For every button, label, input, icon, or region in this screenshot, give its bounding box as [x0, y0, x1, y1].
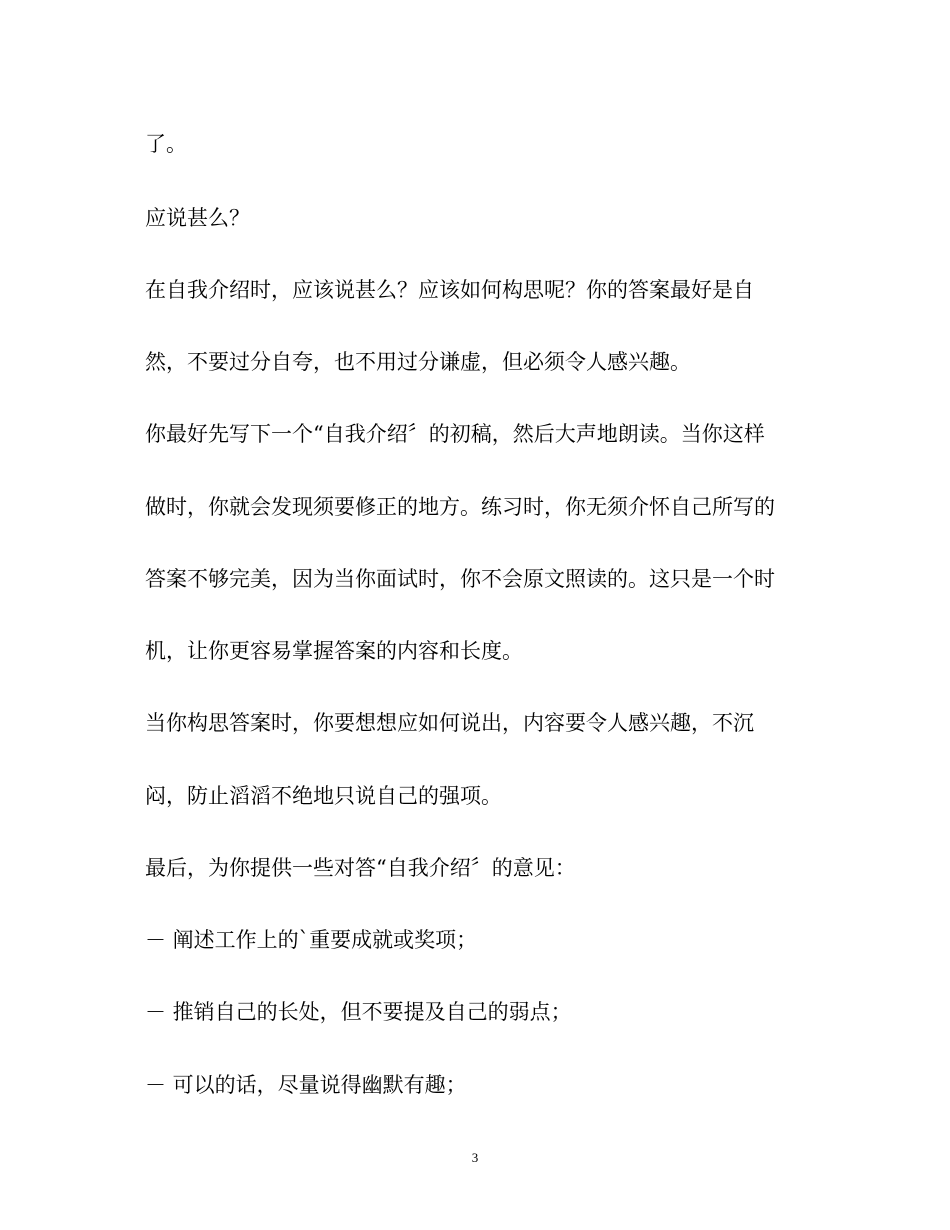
list-item: － 阐述工作上的`重要成就或奖项； [145, 928, 478, 952]
text-line: 机，让你更容易掌握答案的内容和长度。 [145, 639, 523, 663]
text-line: 答案不够完美，因为当你面试时，你不会原文照读的。这只是一个时 [145, 567, 775, 591]
text-line: 了。 [145, 132, 187, 156]
section-heading: 应说甚么？ [145, 206, 250, 230]
list-item: － 可以的话，尽量说得幽默有趣； [145, 1073, 467, 1097]
list-item: － 推销自己的长处，但不要提及自己的弱点； [145, 1000, 572, 1024]
text-line: 闷，防止滔滔不绝地只说自己的强项。 [145, 784, 502, 808]
text-line: 你最好先写下一个“自我介绍〞的初稿，然后大声地朗读。当你这样 [145, 422, 765, 446]
text-line: 在自我介绍时，应该说甚么？应该如何构思呢？你的答案最好是自 [145, 278, 754, 302]
text-line: 当你构思答案时，你要想想应如何说出，内容要令人感兴趣，不沉 [145, 711, 754, 735]
page-number: 3 [471, 1150, 479, 1165]
text-line: 最后，为你提供一些对答“自我介绍〞的意见： [145, 856, 576, 880]
text-line: 然，不要过分自夸，也不用过分谦虚，但必须令人感兴趣。 [145, 350, 691, 374]
text-line: 做时，你就会发现须要修正的地方。练习时，你无须介怀自己所写的 [145, 495, 775, 519]
